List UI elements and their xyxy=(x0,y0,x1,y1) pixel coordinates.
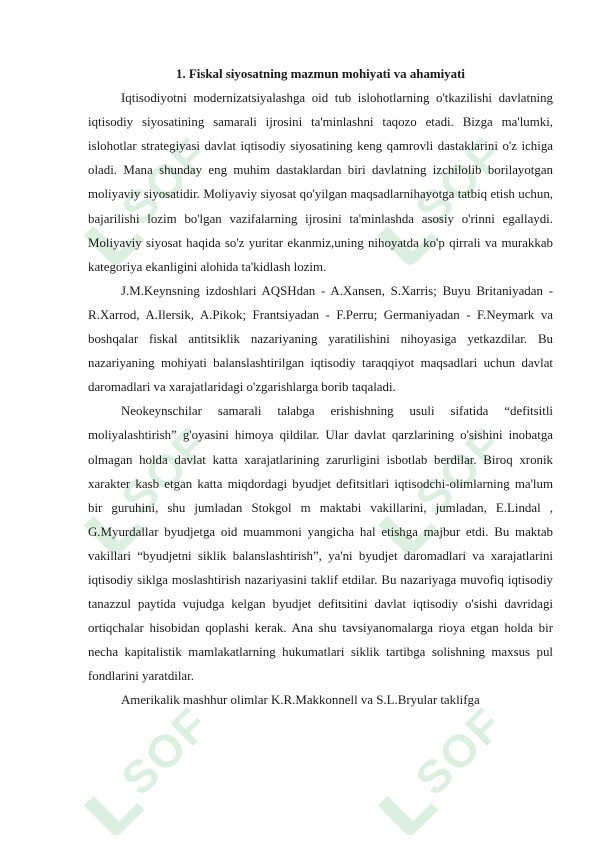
watermark: SOF xyxy=(78,126,220,268)
watermark: SOF xyxy=(372,416,514,558)
watermark: SOF xyxy=(78,696,220,838)
paragraph: Iqtisodiyotni modernizatsiyalashga oid tub islohotlarning o'tkazilishi davlatning iqtisodiy siyosatining samarali ijrosini ta'minlashni taqozo etadi. Bizga ma'lumki, islohotlar strategiyasi davlat iqtisodiy siyosatining keng qamrovli dastaklarini o'z ichiga oladi. Mana shunday eng muhim dastaklardan biri davlatning izchilolib borilayotgan moliyaviy siyosatidir. Moliyaviy siyosat qo'yilgan maqsadlarnihayotga tatbiq etish uchun, bajarilishi lozim bo'lgan vazifalarning ijrosini ta'minlashda asosiy o'rinni egallaydi. Moliyaviy siyosat haqida so'z yuritar ekanmiz,uning nihoyatda ko'p qirrali va murakkab kategoriya ekanligini alohida ta'kidlash lozim. xyxy=(88,91,553,274)
paragraph: Neokeynschilar samarali talabga erishishning usuli sifatida “defitsitli moliyalashtirish” g'oyasini himoya qildilar. Ular davlat qarzlarining o'sishini inobatga olmagan holda davlat katta xarajatlarining zarurligini isbotlab berdilar. Biroq xronik xarakter kasb etgan katta miqdordagi byudjet defitsitlari iqtisodchi-olimlarning ma'lum bir guruhini, shu jumladan Stokgol m maktabi vakillarini, jumladan, E.Lindal , G.Myurdallar byudjetga oid muammoni yangicha hal etishga majbur etdi. Bu maktab vakillari “byudjetni siklik balanslashtirish”, ya'ni byudjet daromadlari va xarajatlarini iqtisodiy siklga moslashtirish nazariyasini taklif etdilar. Bu nazariyaga muvofiq iqtisodiy tanazzul paytida vujudga kelgan byudjet defitsitini davlat iqtisodiy o'sishi davridagi ortiqchalar hisobidan qoplashi kerak. Ana shu tavsiyanomalarga rioya etgan holda bir necha kapitalistik mamlakatlarning hukumatlari siklik tartibga solishning maxsus pul fondlarini yaratdilar. xyxy=(88,404,553,684)
watermark-logo-icon xyxy=(84,777,145,838)
watermark: SOF xyxy=(78,416,220,558)
paragraph: Amerikalik mashhur olimlar K.R.Makkonnell va S.L.Bryular taklifga xyxy=(121,693,480,708)
document-page xyxy=(88,62,553,713)
watermark: SOF xyxy=(372,696,514,838)
watermark-logo-icon xyxy=(378,777,439,838)
paragraph: J.M.Keynsning izdoshlari AQSHdan - A.Xansen, S.Xarris; Buyu Britaniyadan - R.Xarrod, A.Ilersik, A.Pikok; Frantsiyadan - F.Perru; Germaniyadan - F.Neymark va boshqalar fiskal antitsiklik nazariyaning yaratilishini nihoyasiga yetkazdilar. Bu nazariyaning mohiyati balanslashtirilgan iqtisodiy taraqqiyot maqsadlari uchun davlat daromadlari va xarajatlaridagi o'zgarishlarga borib taqaladi. xyxy=(88,283,553,395)
watermark: SOF xyxy=(372,126,514,268)
section-heading: 1. Fiskal siyosatning mazmun mohiyati va ahamiyati xyxy=(176,67,465,81)
